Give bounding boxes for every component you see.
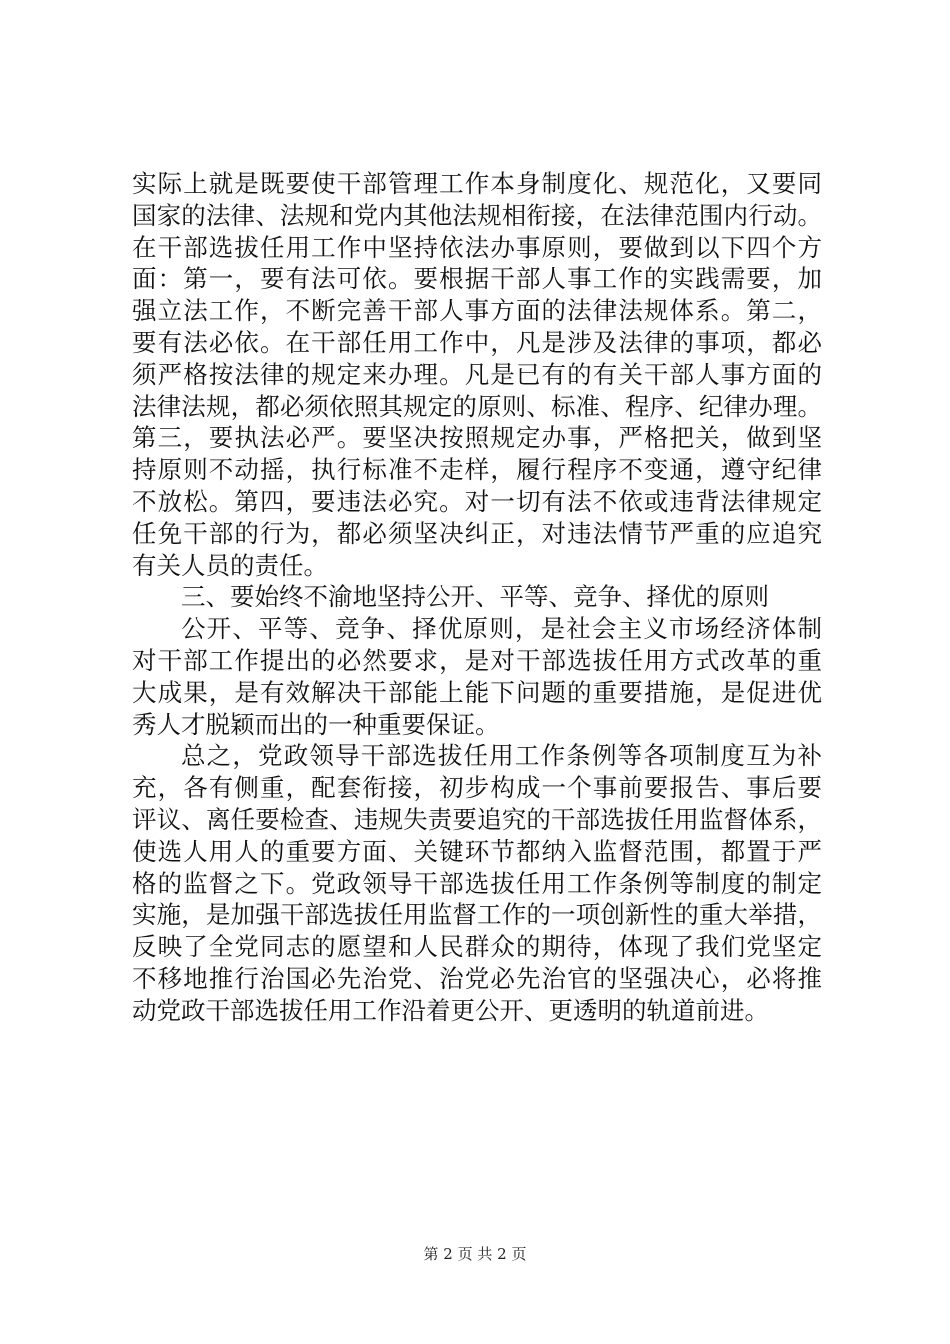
text-line: 公开、平等、竞争、择优原则，是社会主义市场经济体制 (181, 614, 822, 644)
text-line: 总之，党政领导干部选拔任用工作条例等各项制度互为补 (181, 741, 822, 771)
text-line: 评议、离任要检查、违规失责要追究的干部选拔任用监督体系， (132, 804, 822, 834)
text-line: 反映了全党同志的愿望和人民群众的期待，体现了我们党坚定 (132, 932, 822, 962)
text-line: 对干部工作提出的必然要求，是对干部选拔任用方式改革的重 (132, 645, 822, 675)
text-line: 充，各有侧重，配套衔接，初步构成一个事前要报告、事后要 (132, 773, 822, 803)
text-line: 持原则不动摇，执行标准不走样，履行程序不变通，遵守纪律 (132, 455, 822, 485)
text-line: 在干部选拔任用工作中坚持依法办事原则，要做到以下四个方 (132, 232, 822, 262)
section-heading: 三、要始终不渝地坚持公开、平等、竞争、择优的原则 (181, 582, 769, 612)
text-line: 面：第一，要有法可依。要根据干部人事工作的实践需要，加 (132, 264, 822, 294)
text-line: 须严格按法律的规定来办理。凡是已有的有关干部人事方面的 (132, 359, 822, 389)
text-line: 国家的法律、法规和党内其他法规相衔接，在法律范围内行动。 (132, 200, 822, 230)
text-line: 实施，是加强干部选拔任用监督工作的一项创新性的重大举措， (132, 900, 822, 930)
text-line: 要有法必依。在干部任用工作中，凡是涉及法律的事项，都必 (132, 327, 822, 357)
text-line: 实际上就是既要使干部管理工作本身制度化、规范化，又要同 (132, 169, 822, 198)
text-line: 任免干部的行为，都必须坚决纠正，对违法情节严重的应追究 (132, 518, 822, 548)
text-line: 有关人员的责任。 (132, 550, 328, 580)
text-line: 不移地推行治国必先治党、治党必先治官的坚强决心，必将推 (132, 963, 822, 993)
text-line: 法律法规，都必须依照其规定的原则、标准、程序、纪律办理。 (132, 391, 822, 421)
text-line: 秀人才脱颖而出的一种重要保证。 (132, 709, 500, 739)
text-line: 强立法工作，不断完善干部人事方面的法律法规体系。第二， (132, 296, 822, 326)
body-text (132, 168, 822, 1027)
text-line: 第三，要执法必严。要坚决按照规定办事，严格把关，做到坚 (132, 423, 822, 453)
text-line: 大成果，是有效解决干部能上能下问题的重要措施，是促进优 (132, 677, 822, 707)
text-line: 动党政干部选拔任用工作沿着更公开、更透明的轨道前进。 (132, 995, 769, 1025)
text-line: 使选人用人的重要方面、关键环节都纳入监督范围，都置于严 (132, 836, 822, 866)
text-line: 不放松。第四，要违法必究。对一切有法不依或违背法律规定 (132, 486, 822, 516)
page-number-footer: 第 2 页 共 2 页 (423, 1245, 527, 1263)
text-line: 格的监督之下。党政领导干部选拔任用工作条例等制度的制定 (132, 868, 822, 898)
